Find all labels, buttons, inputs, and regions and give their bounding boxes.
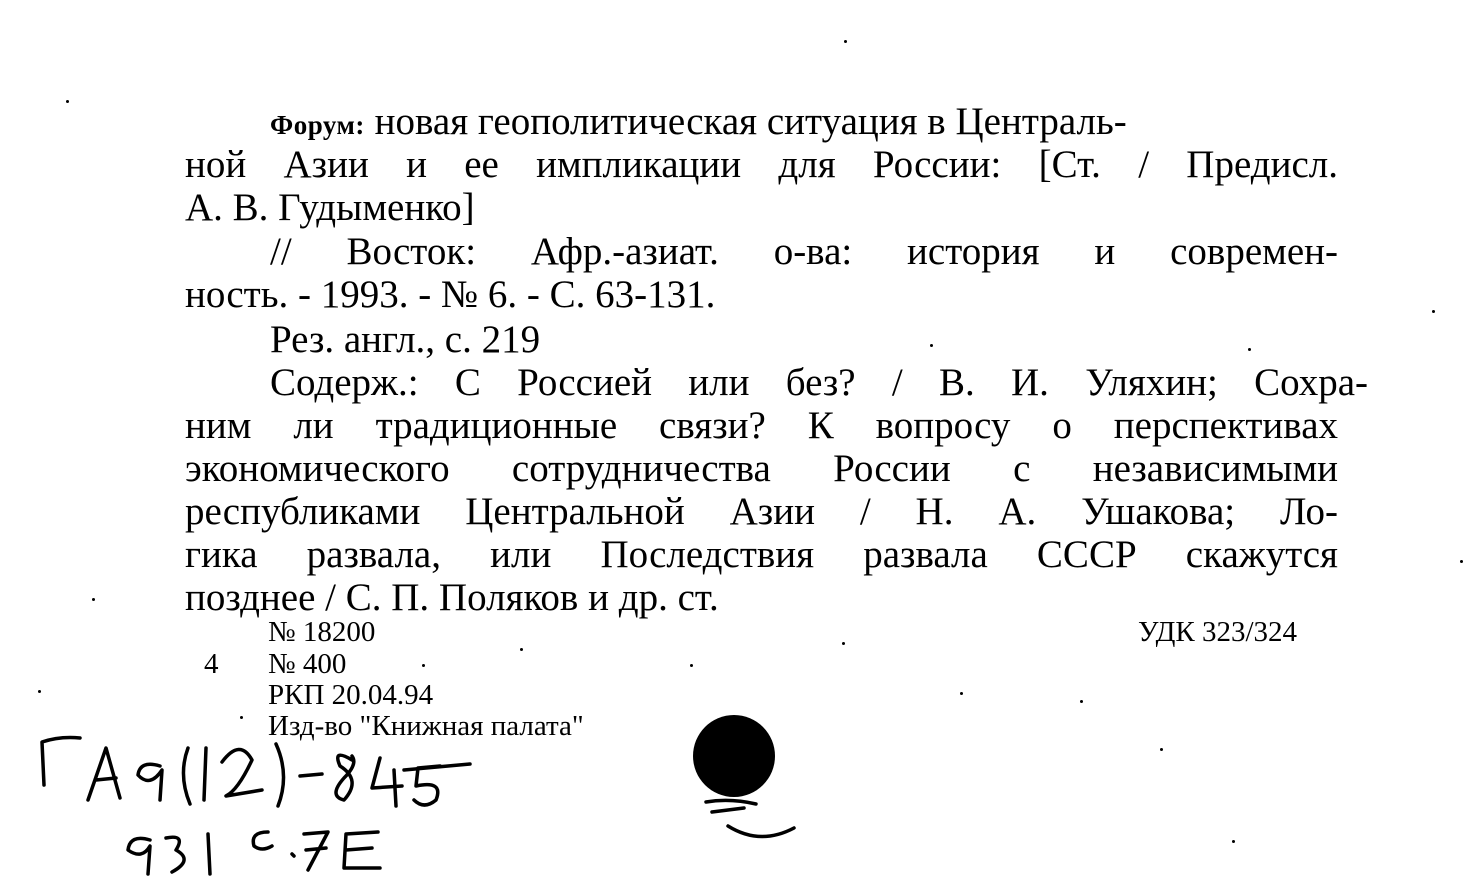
title-text: новая геополитическая ситуация в Централь-	[364, 100, 1127, 143]
card-line-5: ность. - 1993. - № 6. - С. 63-131.	[185, 273, 716, 316]
speck	[1432, 310, 1435, 313]
speck	[66, 100, 69, 103]
speck	[422, 664, 425, 667]
speck	[38, 690, 41, 693]
copy-count: 4	[204, 648, 219, 680]
speck	[1160, 748, 1163, 751]
card-line-11: гика развала, или Последствия развала СССР скажутся	[185, 533, 1338, 576]
record-number: № 18200	[268, 616, 376, 648]
publisher: Изд-во "Книжная палата"	[268, 710, 584, 742]
card-line-7: Содерж.: С Россией или без? / В. И. Уляхин; Сохра-	[270, 361, 1368, 404]
forum-prefix: Форум:	[270, 110, 365, 140]
card-line-2: ной Азии и ее импликации для России: [Ст. / Предисл.	[185, 143, 1338, 186]
speck	[92, 598, 95, 601]
card-line-9: экономического сотрудничества России с независимыми	[185, 447, 1338, 490]
speck	[1232, 840, 1235, 843]
card-line-10: республиками Центральной Азии / Н. А. Ушакова; Ло-	[185, 490, 1338, 533]
speck	[1248, 348, 1251, 351]
speck	[960, 692, 963, 695]
speck	[520, 648, 523, 651]
speck	[844, 40, 847, 43]
rkp-date: РКП 20.04.94	[268, 679, 434, 711]
card-line-3: А. В. Гудыменко]	[185, 186, 475, 229]
speck	[240, 716, 243, 719]
speck	[930, 344, 933, 347]
card-line-8: ним ли традиционные связи? К вопросу о перспективах	[185, 404, 1338, 447]
card-line-6: Рез. англ., с. 219	[270, 318, 541, 361]
speck	[1080, 700, 1083, 703]
card-line-12: позднее / С. П. Поляков и др. ст.	[185, 576, 719, 619]
issue-number: № 400	[268, 648, 347, 680]
card-line-4: // Восток: Афр.-азиат. о-ва: история и современ-	[270, 230, 1338, 273]
speck	[1460, 560, 1463, 563]
speck	[842, 642, 845, 645]
speck	[690, 664, 693, 667]
udc-code: УДК 323/324	[1138, 616, 1298, 648]
